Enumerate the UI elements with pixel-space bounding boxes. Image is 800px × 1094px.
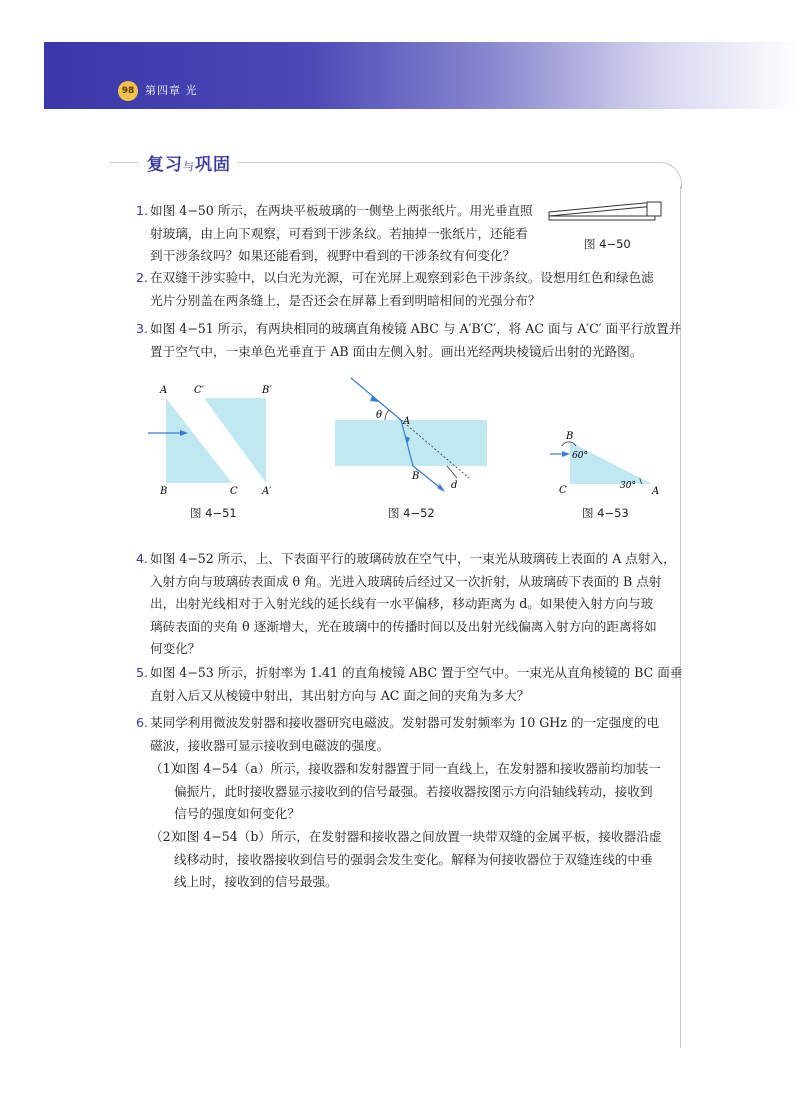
label-A: A <box>160 385 168 396</box>
subquestion-label: （1） <box>150 761 184 776</box>
label-C: C <box>230 486 238 497</box>
question-1-text <box>150 200 533 268</box>
chapter-title: 第四章 光 <box>145 84 198 97</box>
question-3-text <box>150 318 681 363</box>
figure-4-53-caption: 图 4−53 <box>582 506 629 520</box>
label-B-prime: B′ <box>262 385 272 396</box>
offset-marker <box>447 466 457 478</box>
figure-4-53 <box>548 428 663 498</box>
frame-corner <box>655 162 682 189</box>
text-line: 偏振片，此时接收器显示接收到的信号最强。若接收器按图示方向沿轴线转动，接收到 <box>174 783 653 799</box>
text-line: 如图 4−54（a）所示，接收器和发射器置于同一直线上，在发射器和接收器前均加装一 <box>174 761 661 776</box>
subquestion-label: （2） <box>150 829 184 844</box>
question-number: 4. <box>136 551 149 566</box>
chapter-header-band <box>44 42 800 109</box>
text-line: 线移动时，接收器接收到信号的强弱会发生变化。解释为何接收器位于双缝连线的中垂 <box>174 851 653 867</box>
subquestion-2-text <box>174 826 661 894</box>
frame-divider-right <box>680 186 681 1048</box>
theta-arc <box>385 410 389 420</box>
label-30-degrees: 30° <box>620 481 636 491</box>
question-number: 3. <box>136 321 149 336</box>
text-line: 某同学利用微波发射器和接收器研究电磁波。发射器可发射频率为 10 GHz 的一定强度的电 <box>150 715 660 730</box>
figure-4-50-caption: 图 4−50 <box>584 237 631 251</box>
text-line: 如图 4−54（b）所示，在发射器和接收器之间放置一块带双缝的金属平板，接收器沿虚 <box>174 829 662 844</box>
text-line: 射玻璃，由上向下观察，可看到干涉条纹。若抽掉一张纸片，还能看 <box>150 225 528 241</box>
incident-arrowhead <box>370 396 379 402</box>
section-title-part3: 巩固 <box>195 155 231 175</box>
question-number: 6. <box>136 715 149 730</box>
ray-arrowhead <box>562 451 570 457</box>
text-line: 璃砖表面的夹角 θ 逐渐增大，光在玻璃中的传播时间以及出射光线偏离入射方向的距离将如 <box>150 618 657 634</box>
figure-4-51 <box>144 378 284 500</box>
figure-4-50 <box>545 198 663 224</box>
frame-divider-left <box>110 162 138 163</box>
label-A-prime: A′ <box>262 486 272 497</box>
label-d: d <box>451 480 458 491</box>
text-line: 何变化？ <box>150 641 201 656</box>
question-5-text <box>150 662 682 707</box>
question-number: 2. <box>136 270 149 285</box>
label-B: B <box>566 431 574 442</box>
frame-divider-top <box>238 162 660 163</box>
text-line: 入射方向与玻璃砖表面成 θ 角。光进入玻璃砖后经过又一次折射，从玻璃砖下表面的 B 点射 <box>150 573 662 589</box>
question-number: 5. <box>136 665 149 680</box>
label-theta: θ <box>376 410 383 421</box>
text-line: 如图 4−53 所示，折射率为 1.41 的直角棱镜 ABC 置于空气中。一束光从直角棱镜的 BC 面垂 <box>150 665 683 680</box>
label-C-prime: C′ <box>194 385 204 396</box>
question-6-text <box>150 712 659 757</box>
glass-plate-top <box>549 202 655 216</box>
text-line: 磁波，接收器可显示接收到电磁波的强度。 <box>150 737 390 753</box>
text-line: 如图 4−50 所示，在两块平板玻璃的一侧垫上两张纸片。用光垂直照 <box>150 203 533 218</box>
text-line: 线上时，接收到的信号最强。 <box>174 874 338 889</box>
figure-4-51-caption: 图 4−51 <box>190 506 237 520</box>
figure-4-52 <box>335 374 490 498</box>
text-line: 直射入后又从棱镜中射出，其出射方向与 AC 面之间的夹角为多大？ <box>150 687 530 703</box>
label-60-degrees: 60° <box>572 451 588 461</box>
label-A: A <box>652 486 660 497</box>
label-B: B <box>412 471 420 482</box>
text-line: 到干涉条纹吗？如果还能看到，视野中看到的干涉条纹有何变化？ <box>150 248 516 263</box>
label-B: B <box>160 486 168 497</box>
text-line: 出，出射光线相对于入射光线的延长线有一水平偏移，移动距离为 d。如果使入射方向与玻 <box>150 596 654 611</box>
text-line: 如图 4−52 所示，上、下表面平行的玻璃砖放在空气中，一束光从玻璃砖上表面的 A 点射入， <box>150 551 676 566</box>
text-line: 在双缝干涉实验中，以白光为光源，可在光屏上观察到彩色干涉条纹。设想用红色和绿色滤 <box>150 270 654 285</box>
section-title-part2: 与 <box>183 160 195 173</box>
text-line: 光片分别盖在两条缝上，是否还会在屏幕上看到明暗相间的光强分布？ <box>150 292 541 308</box>
page-number-badge: 98 <box>118 81 138 101</box>
figure-4-52-caption: 图 4−52 <box>388 506 435 520</box>
emergent-arrowhead <box>437 484 445 492</box>
text-line: 如图 4−51 所示，有两块相同的玻璃直角棱镜 ABC 与 A′B′C′，将 AC 面与 A′C′ 面平行放置并 <box>150 321 682 336</box>
glass-plate-bottom <box>549 216 655 220</box>
text-line: 置于空气中，一束单色光垂直于 AB 面由左侧入射。画出光经两块棱镜后出射的光路图。 <box>150 343 643 359</box>
subquestion-1-text <box>174 758 661 826</box>
prism-abc <box>570 442 652 484</box>
label-C: C <box>559 485 567 496</box>
question-number: 1. <box>136 203 149 218</box>
question-2-text <box>150 267 654 312</box>
label-A: A <box>403 416 411 427</box>
section-title-part1: 复习 <box>147 155 183 175</box>
text-line: 信号的强度如何变化？ <box>174 806 300 821</box>
paper-shim <box>647 202 661 216</box>
section-title <box>147 150 231 175</box>
question-4-text <box>150 548 676 661</box>
